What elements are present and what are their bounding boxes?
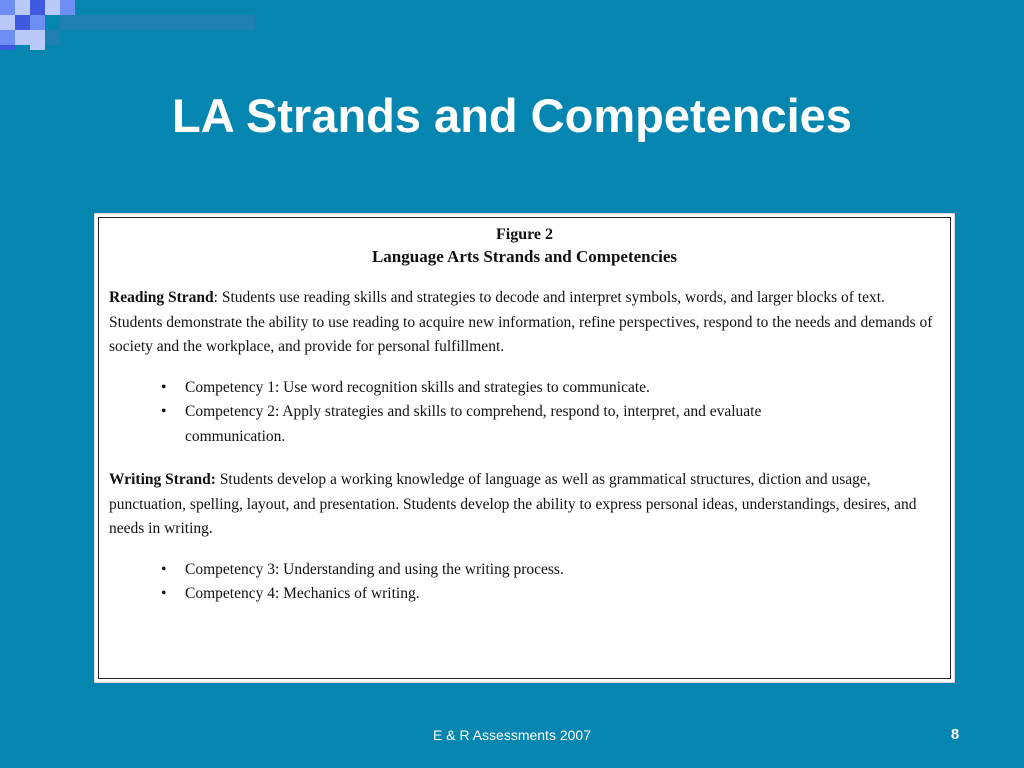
competency-text: Competency 4: Mechanics of writing. [185, 585, 420, 602]
list-item [161, 558, 805, 583]
list-item [161, 582, 805, 607]
decor-square [30, 0, 45, 15]
decor-square [0, 0, 15, 15]
competency-text: Competency 2: Apply strategies and skills to comprehend, respond to, interpret, and evaluate communication. [185, 403, 762, 445]
decor-square [15, 0, 30, 15]
writing-strand-text: Students develop a working knowledge of language as well as grammatical structures, diction and usage, punctuation, spelling, layout, and presentation. Students develop the ability to express personal ideas, understandings, desires, and needs in writing. [109, 471, 917, 537]
decor-square [45, 0, 60, 15]
competency-text: Competency 3: Understanding and using the writing process. [185, 560, 564, 578]
decor-square [180, 15, 195, 30]
decor-square [30, 15, 45, 30]
decor-square [15, 15, 30, 30]
reading-strand-heading: Reading Strand [109, 289, 214, 306]
competency-text: Competency 1: Use word recognition skills and strategies to communicate. [185, 378, 650, 396]
decor-square [15, 30, 30, 45]
decor-square [150, 15, 165, 30]
writing-competency-list [109, 558, 805, 607]
bullet-icon: • [161, 585, 167, 602]
list-item [161, 400, 805, 449]
decor-square [120, 15, 135, 30]
decorative-squares [0, 0, 260, 50]
bullet-icon: • [161, 378, 167, 396]
reading-strand-paragraph [109, 286, 940, 360]
slide-title: LA Strands and Competencies [172, 89, 852, 142]
bullet-icon: • [161, 403, 167, 420]
decor-square [0, 45, 15, 50]
page-number: 8 [950, 726, 960, 743]
list-item [161, 376, 805, 401]
reading-competency-list [109, 376, 805, 450]
decor-square [60, 15, 75, 30]
decor-square [240, 15, 255, 30]
decor-square [225, 15, 240, 30]
decor-square [195, 15, 210, 30]
decor-square [135, 15, 150, 30]
decor-square [75, 15, 90, 30]
decor-square [105, 15, 120, 30]
figure-border [98, 217, 951, 679]
decor-square [60, 0, 75, 15]
reading-strand-text: : Students use reading skills and strategies to decode and interpret symbols, words, and larger blocks of text. Students demonstrate the ability to use reading to acquire new information, refine perspectives, respond to the needs and demands of society and the workplace, and provide for personal fulfillment. [109, 289, 933, 355]
decor-square [210, 15, 225, 30]
bullet-icon: • [161, 560, 167, 578]
writing-strand-paragraph [109, 468, 940, 542]
decor-square [45, 30, 60, 45]
decor-square [0, 30, 15, 45]
figure-label: Figure 2 [495, 226, 554, 243]
decor-square [90, 15, 105, 30]
figure-image [94, 213, 955, 683]
decor-square [30, 45, 45, 50]
decor-square [165, 15, 180, 30]
decor-square [0, 15, 15, 30]
decor-square [30, 30, 45, 45]
writing-strand-heading: Writing Strand: [109, 471, 216, 488]
slide-footer: E & R Assessments 2007 [433, 727, 591, 743]
figure-title: Language Arts Strands and Competencies [371, 247, 678, 266]
